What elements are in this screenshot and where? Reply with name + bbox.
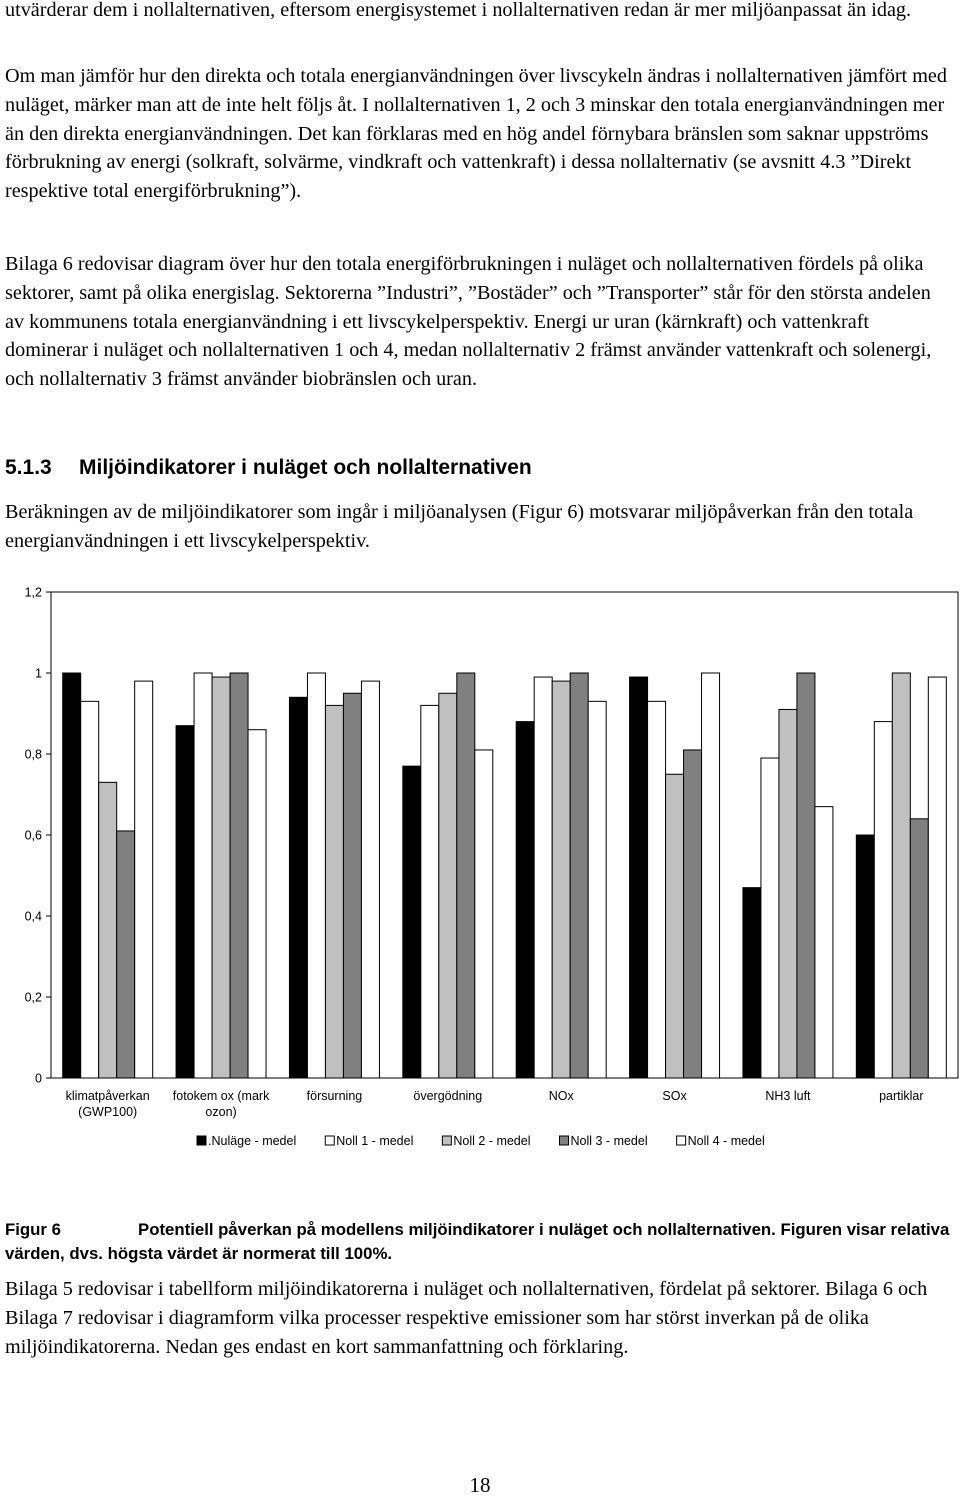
bar (361, 681, 379, 1078)
legend-label: Noll 4 - medel (687, 1134, 765, 1148)
bar (117, 831, 135, 1078)
bar (230, 673, 248, 1078)
legend-item (197, 1134, 296, 1148)
figure-caption (5, 1218, 955, 1266)
bar (570, 673, 588, 1078)
bar (815, 807, 833, 1078)
x-tick-label: partiklar (879, 1089, 924, 1103)
bar (403, 766, 421, 1078)
x-tick-label: övergödning (413, 1089, 483, 1103)
bar (648, 701, 666, 1078)
bar (194, 673, 212, 1078)
bar (588, 701, 606, 1078)
x-tick-label: klimatpåverkan (GWP100) (65, 1089, 150, 1119)
bar (534, 677, 552, 1078)
y-tick-label: 1 (35, 666, 42, 681)
legend-label: Noll 2 - medel (453, 1134, 531, 1148)
bar (761, 758, 779, 1078)
bar (439, 693, 457, 1078)
paragraph-energy-comparison: Om man jämför hur den direkta och totala energianvändningen över livscykeln ändras i nollalternativen jämfört med nuläget, märker man att de inte helt följs åt. I nollalternativen 1, 2 och 3 minskar den totala energianvändningen mer än den direkta energianvändningen. Det kan förklaras med en hög andel förnybara bränslen som saknar uppströms förbrukning av energi (solkraft, solvärme, vindkraft och vattenkraft) i dessa nollalternativ (se avsnitt 4.3 ”Direkt respektive total energiförbrukning”). (5, 65, 947, 203)
bar (63, 673, 81, 1078)
bar (248, 730, 266, 1078)
y-tick-label: 1,2 (24, 585, 42, 600)
legend-swatch (442, 1136, 451, 1145)
paragraph-calculation: Beräkningen av de miljöindikatorer som ingår i miljöanalysen (Figur 6) motsvarar miljöpåverkan från den totala energianvändningen i ett livscykelperspektiv. (5, 501, 914, 552)
paragraph-bilaga-6: Bilaga 6 redovisar diagram över hur den totala energiförbrukningen i nuläget och nollalternativen fördels på olika sektorer, samt på olika energislag. Sektorerna ”Industri”, ”Bostäder” och ”Transporter” står för den största andelen av kommunens totala energianvändning i ett livscykelperspektiv. Energi ur uran (kärnkraft) och vattenkraft dominerar i nuläget och nollalternativen 1 och 4, medan nollalternativ 2 främst använder vattenkraft och solenergi, och nollalternativ 3 främst använder biobränslen och uran. (5, 253, 932, 391)
section-heading (5, 456, 532, 480)
legend-label: Noll 3 - medel (570, 1134, 648, 1148)
y-tick-label: 0,4 (24, 909, 42, 924)
bar (702, 673, 720, 1078)
bar (928, 677, 946, 1078)
legend-label: Noll 1 - medel (336, 1134, 414, 1148)
x-tick-label: NOx (548, 1089, 574, 1103)
bar (457, 673, 475, 1078)
x-tick-label: fotokem ox (mark ozon) (172, 1089, 270, 1119)
bar (892, 673, 910, 1078)
bar (421, 705, 439, 1078)
legend-item (442, 1134, 530, 1148)
y-tick-label: 0,8 (24, 747, 42, 762)
bar (325, 705, 343, 1078)
bar (475, 750, 493, 1078)
legend-swatch (677, 1136, 686, 1145)
bar (779, 709, 797, 1078)
bar (99, 782, 117, 1078)
bar (797, 673, 815, 1078)
paragraph-bilaga-5: Bilaga 5 redovisar i tabellform miljöindikatorerna i nuläget och nollalternativen, fördelat på sektorer. Bilaga 6 och Bilaga 7 redovisar i diagramform vilka processer respektive emissioner som har störst inverkan på de olika miljöindikatorerna. Nedan ges endast en kort sammanfattning och förklaring. (5, 1278, 928, 1358)
y-tick-label: 0,2 (24, 990, 42, 1005)
bar (856, 835, 874, 1078)
page-number: 18 (469, 1473, 491, 1497)
bar (307, 673, 325, 1078)
x-tick-label: SOx (662, 1089, 687, 1103)
bar (176, 726, 194, 1078)
x-tick-label: NH3 luft (765, 1089, 811, 1103)
legend-swatch (560, 1136, 569, 1145)
legend-item (560, 1134, 648, 1148)
bar (874, 722, 892, 1078)
legend-swatch (197, 1136, 206, 1145)
bar (684, 750, 702, 1078)
x-tick-label: försurning (306, 1089, 363, 1103)
bar (135, 681, 153, 1078)
legend-swatch (325, 1136, 334, 1145)
y-tick-label: 0,6 (24, 828, 42, 843)
bar (289, 697, 307, 1078)
bar (910, 819, 928, 1078)
figure-caption-text: Potentiell påverkan på modellens miljöindikatorer i nuläget och nollalternativen. Figuren visar relativa värden, dvs. högsta värdet är normerat till 100%. (5, 1220, 950, 1263)
bar (552, 681, 570, 1078)
bar (516, 722, 534, 1078)
bar (666, 774, 684, 1078)
legend-label: .Nuläge - medel (208, 1134, 297, 1148)
bar (743, 888, 761, 1078)
bar (81, 701, 99, 1078)
bar (212, 677, 230, 1078)
bar (630, 677, 648, 1078)
paragraph-intro: utvärderar dem i nollalternativen, eftersom energisystemet i nollalternativen redan är mer miljöanpassat än idag. (5, 0, 912, 21)
legend-item (677, 1134, 765, 1148)
bar (343, 693, 361, 1078)
section-title: Miljöindikatorer i nuläget och nollalternativen (79, 456, 532, 479)
section-number: 5.1.3 (5, 456, 52, 479)
figure-label: Figur 6 (5, 1220, 61, 1239)
y-tick-label: 0 (35, 1071, 42, 1086)
indicator-bar-chart (0, 580, 960, 1160)
legend-item (325, 1134, 413, 1148)
